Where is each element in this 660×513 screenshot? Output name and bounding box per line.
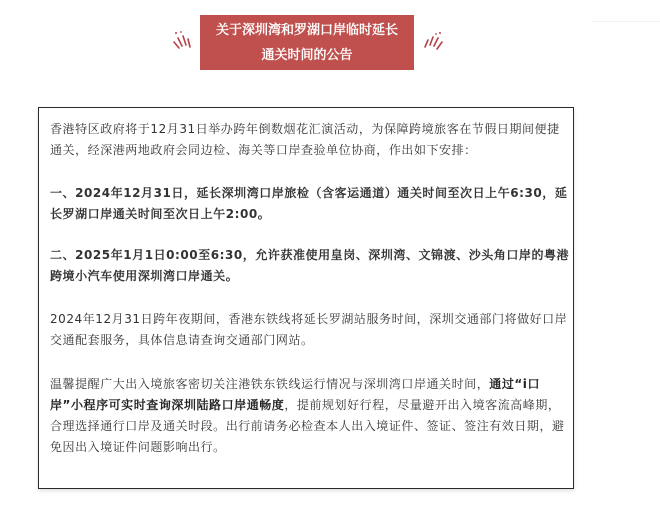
reminder-highlight: 通过“i口岸”小程序可实时查询深圳陆路口岸通畅度 <box>50 377 541 412</box>
notice-paragraph-item-1: 一、2024年12月31日，延长深圳湾口岸旅检（含客运通道）通关时间至次日上午6:30，延长罗湖口岸通关时间至次日上午2:00。 <box>50 186 568 221</box>
notice-paragraph-intro: 香港特区政府将于12月31日举办跨年倒数烟花汇演活动，为保障跨境旅客在节假日期间便捷通关，经深港两地政府会同边检、海关等口岸查验单位协商，作出如下安排： <box>50 122 560 157</box>
title-line-1: 关于深圳湾和罗湖口岸临时延长 <box>215 23 398 38</box>
reminder-text: 温馨提醒广大出入境旅客密切关注港铁东铁线运行情况与深圳湾口岸通关时间， <box>50 377 490 391</box>
notice-box <box>38 107 574 489</box>
notice-paragraph-item-2: 二、2025年1月1日0:00至6:30，允许获准使用皇岗、深圳湾、文锦渡、沙头角口岸的粤港跨境小汽车使用深圳湾口岸通关。 <box>50 248 570 283</box>
firework-icon <box>172 30 194 54</box>
notice-paragraph-transport: 2024年12月31日跨年夜期间，香港东铁线将延长罗湖站服务时间，深圳交通部门将做好口岸交通配套服务，具体信息请查询交通部门网站。 <box>50 312 568 347</box>
title-banner <box>200 15 414 70</box>
title-line-2: 通关时间的公告 <box>261 48 353 63</box>
reminder-text-continued: ，提前规划好行程，尽量避开出入境客流高峰期，合理选择通行口岸及通关时段。出行前请务必检查本人出入境证件、签证、签注有效日期，避免因出入境证件问题影响出行。 <box>50 398 565 454</box>
divider <box>592 21 660 22</box>
header <box>0 0 660 80</box>
notice-paragraph-reminder <box>50 374 570 458</box>
firework-icon <box>422 30 444 54</box>
